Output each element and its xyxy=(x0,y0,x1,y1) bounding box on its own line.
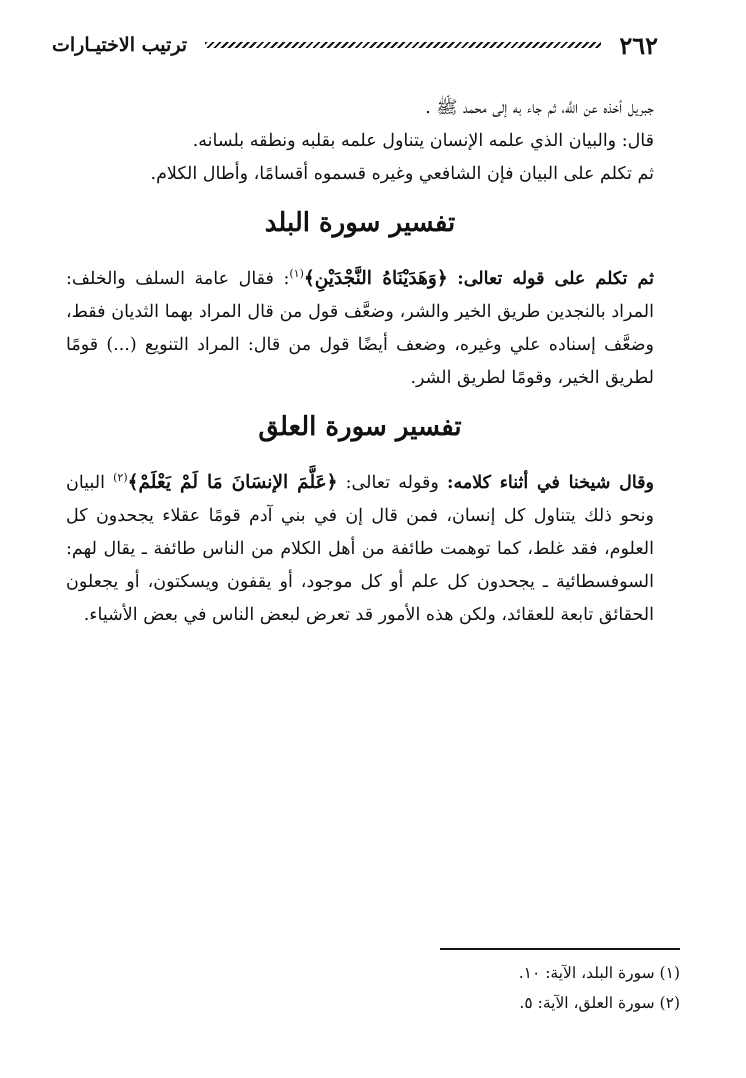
page-header xyxy=(52,30,658,60)
paragraph-4 xyxy=(66,257,654,395)
paragraph-2: قال: والبيان الذي علمه الإنسان يتناول علمه بقلبه ونطقه بلسانه. xyxy=(192,131,654,151)
footnote-ref-2: (٢) xyxy=(113,470,128,484)
footnotes xyxy=(380,958,680,1018)
quran-verse-2: ﴿عَلَّمَ الإنسَانَ مَا لَمْ يَعْلَمْ﴾ xyxy=(127,471,338,493)
footnote-separator xyxy=(440,948,680,950)
paragraph-1: جبريل أخذه عن اللَّه، ثم جاء به إلى محمد ﷺ . xyxy=(425,98,654,118)
footnote-2: (٢) سورة العلق، الآية: ٥. xyxy=(519,994,680,1012)
paragraph-5-intro: وقوله تعالى: xyxy=(337,472,448,493)
page-body xyxy=(66,92,654,632)
section-heading-al-balad: تفسير سورة البلد xyxy=(264,208,456,238)
header-rule xyxy=(205,42,601,48)
footnote-ref-1: (١) xyxy=(289,267,304,280)
page-number: ٢٦٢ xyxy=(619,30,658,60)
paragraph-5-lead: وقال شيخنا في أثناء كلامه: xyxy=(447,472,654,493)
paragraph-4-text: : فقال عامة السلف والخلف: المراد بالنجدين طريق الخير والشر، وضعَّف قول من قال المراد بهما الثديان فقط، وضعَّف إسناده علي وغيره، وضعف أيضًا قول من قال: المراد التنويع (...) قومًا لطريق الخير، وقومًا لطريق الشر. xyxy=(66,268,654,388)
paragraph-4-lead: ثم تكلم على قوله تعالى: xyxy=(457,268,654,289)
paragraph-5 xyxy=(66,461,654,632)
footnote-1: (١) سورة البلد، الآية: ١٠. xyxy=(518,964,680,982)
paragraph-5-text: البيان ونحو ذلك يتناول كل إنسان، فمن قال إن في بني آدم قومًا عقلاء يجحدون كل العلوم، فقد غلط، كما توهمت طائفة من أهل الكلام من الناس طائفة ـ يقال لهم: السوفسطائية ـ يجحدون كل علم أو كل موجود، أو يقفون ويسكتون، أو يجعلون الحقائق تابعة للعقائد، ولكن هذه الأمور قد تعرض لبعض الناس في بعض الأشياء. xyxy=(66,472,654,625)
section-heading-al-alaq: تفسير سورة العلق xyxy=(258,411,462,442)
quran-verse-1: ﴿وَهَدَيْنَاهُ النَّجْدَيْنِ﴾ xyxy=(303,267,448,289)
running-title: ترتيب الاختيـارات xyxy=(52,34,188,56)
paragraph-3: ثم تكلم على البيان فإن الشافعي وغيره قسموه أقسامًا، وأطال الكلام. xyxy=(150,164,654,184)
